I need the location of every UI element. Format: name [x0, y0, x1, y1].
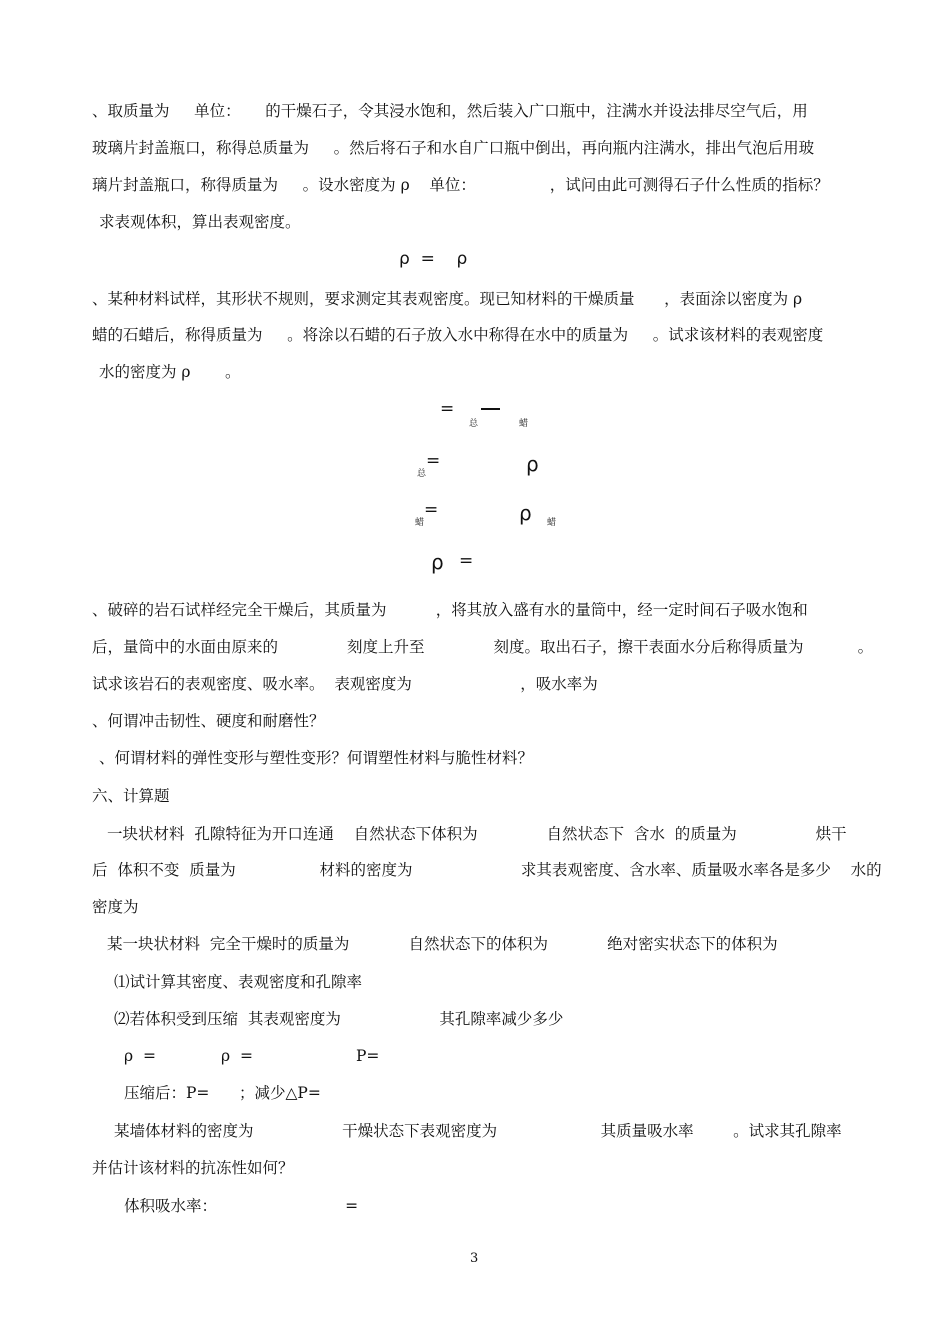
c2-item-2: ⑵若体积受到压缩 其表观密度为 其孔隙率减少多少	[114, 1010, 564, 1028]
q3-line-2: 后，量筒中的水面由原来的 刻度上升至 刻度。取出石子，擦干表面水分后称得质量为 。	[92, 638, 874, 656]
page-number: 3	[470, 1251, 479, 1266]
q3-line-3: 试求该岩石的表观密度、吸水率。 表观密度为 ，吸水率为	[92, 675, 598, 693]
q4: 、何谓冲击韧性、硬度和耐磨性？	[92, 712, 325, 730]
q2-formula-2-sub: 总	[417, 469, 427, 479]
q2-formula-4-equals: =	[459, 551, 474, 571]
c2-answer-apparent-density: ρ =	[221, 1047, 253, 1065]
c3-line-1: 某墙体材料的密度为 干燥状态下表观密度为 其质量吸水率 。试求其孔隙率	[114, 1122, 842, 1140]
c1-line-3: 密度为	[92, 898, 139, 916]
q2-line-2: 蜡的石蜡后，称得质量为 。将涂以石蜡的石子放入水中称得在水中的质量为 。试求该材料的表观密度	[92, 326, 824, 344]
q2-formula-1-sub-wax: 蜡	[519, 419, 529, 429]
q2-formula-3-equals: =	[424, 500, 439, 520]
q2-formula-3-rho: ρ	[519, 501, 532, 525]
q1-line-2: 玻璃片封盖瓶口，称得总质量为 。然后将石子和水自广口瓶中倒出，再向瓶内注满水，排出气泡后用玻	[92, 139, 815, 157]
c3-line-2: 并估计该材料的抗冻性如何？	[92, 1159, 294, 1177]
q3-line-1: 、破碎的岩石试样经完全干燥后，其质量为 ，将其放入盛有水的量筒中，经一定时间石子吸水饱和	[92, 601, 808, 619]
q1-line-1: 、取质量为 单位： 的干燥石子，令其浸水饱和，然后装入广口瓶中，注满水并设法排尽空气后，用	[92, 102, 808, 120]
q2-formula-2-rho: ρ	[526, 452, 539, 476]
c1-line-2: 后 体积不变 质量为 材料的密度为 求其表观密度、含水率、质量吸水率各是多少 水的	[92, 861, 882, 879]
q5: 、何谓材料的弹性变形与塑性变形？何谓塑性材料与脆性材料？	[99, 749, 534, 767]
q2-line-1: 、某种材料试样，其形状不规则，要求测定其表观密度。现已知材料的干燥质量 ，表面涂以密度为 ρ	[92, 290, 803, 308]
q2-formula-2-equals: =	[426, 451, 441, 471]
c3-answer: 体积吸水率： =	[124, 1197, 359, 1215]
q2-formula-3-sub-2: 蜡	[547, 518, 557, 528]
section-title: 六、计算题	[92, 787, 170, 805]
c1-line-1: 一块状材料 孔隙特征为开口连通 自然状态下体积为 自然状态下 含水 的质量为 烘干	[107, 825, 847, 843]
q2-formula-4-rho: ρ	[431, 550, 444, 574]
q2-formula-3-sub: 蜡	[415, 518, 425, 528]
c2-answer-density: ρ =	[124, 1047, 156, 1065]
q2-formula-1-dash	[481, 408, 500, 410]
q1-line-3: 璃片封盖瓶口，称得质量为 。设水密度为 ρ 单位： ，试问由此可测得石子什么性质的指标？	[92, 176, 829, 194]
q1-answer: 求表观体积，算出表观密度。	[99, 213, 301, 231]
c2-compress: 压缩后：P= ；减少△P=	[124, 1084, 321, 1102]
c2-line-1: 某一块状材料 完全干燥时的质量为 自然状态下的体积为 绝对密实状态下的体积为	[107, 935, 778, 953]
q2-line-3: 水的密度为 ρ 。	[99, 363, 241, 381]
q1-formula: ρ = ρ	[399, 249, 468, 269]
q2-formula-1-sub-total: 总	[469, 419, 479, 429]
q2-formula-1-equals: =	[440, 399, 455, 419]
c2-answer-porosity: P=	[356, 1047, 380, 1065]
c2-item-1: ⑴试计算其密度、表观密度和孔隙率	[114, 973, 363, 991]
